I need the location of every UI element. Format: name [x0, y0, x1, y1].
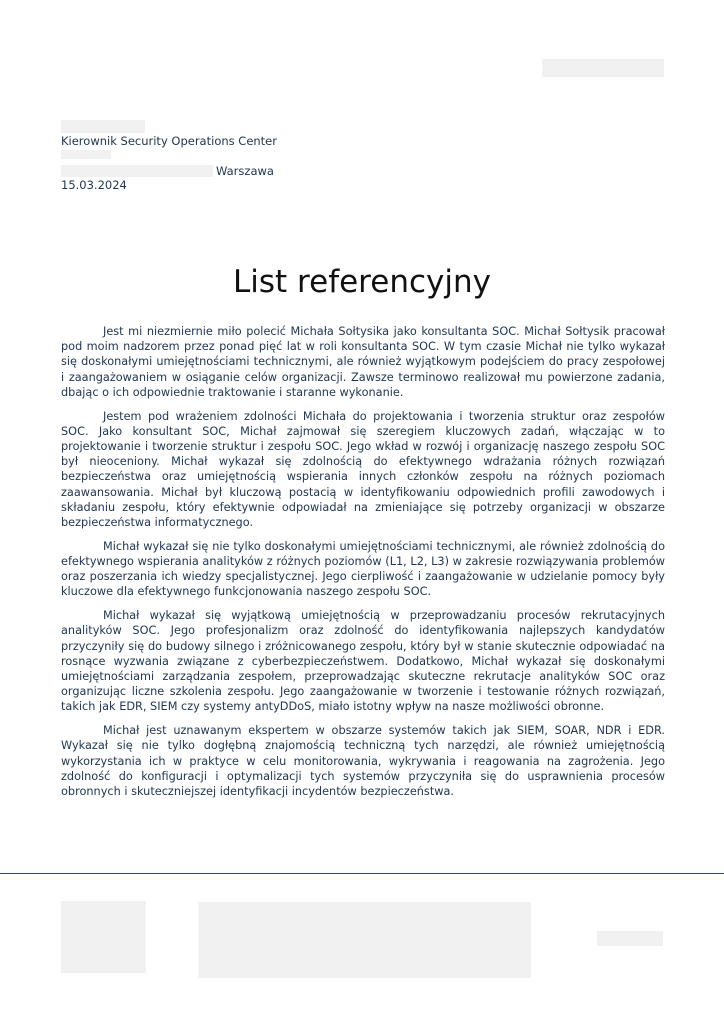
redacted-block-sender-name — [61, 120, 145, 133]
letter-paragraph-2: Jestem pod wrażeniem zdolności Michała do projektowania i tworzenia struktur oraz zespołów SOC. Jako konsultant SOC, Michał zajmował się szeregiem kluczowych zadań, włączając w to projektowanie i tworzenie struktur i zespołu SOC. Jego wkład w rozwój i organizację naszego zespołu SOC był nieoceniony. Michał wykazał się zdolnością do efektywnego wdrażania różnych rozwiązań bezpieczeństwa oraz umiejętnością wspierania innych członków zespołu na różnych poziomach zaawansowania. Michał był kluczową postacią w identyfikowaniu odpowiednich profili zawodowych i składaniu zespołu, który efektywnie odpowiadał na zmieniające się potrzeby organizacji w obszarze bezpieczeństwa informatycznego. — [61, 409, 665, 530]
sender-position: Kierownik Security Operations Center — [61, 134, 277, 148]
redacted-block-sender-address — [61, 165, 213, 177]
footer-divider — [0, 873, 724, 874]
redacted-footer-logo — [61, 901, 146, 973]
redacted-block-top-right — [542, 59, 664, 77]
redacted-footer-info — [198, 902, 531, 978]
redacted-footer-right — [597, 931, 663, 946]
letter-paragraph-1: Jest mi niezmiernie miło polecić Michała Sołtysika jako konsultanta SOC. Michał Sołtysik pracował pod moim nadzorem przez ponad pięć lat w roli konsultanta SOC. W tym czasie Michał nie tylko wykazał się doskonałymi umiejętnościami technicznymi, ale również wyjątkowym podejściem do pracy zespołowej i zaangażowaniem w osiąganie celów organizacji. Zawsze terminowo realizował mu powierzone zadania, dbając o ich odpowiednie traktowanie i staranne wykonanie. — [61, 325, 665, 399]
redacted-block-sender-extra — [61, 150, 111, 159]
letter-city: Warszawa — [216, 164, 274, 178]
letter-body — [61, 324, 665, 808]
letter-paragraph-3: Michał wykazał się nie tylko doskonałymi umiejętnościami technicznymi, ale również zdolnością do efektywnego wspierania analityków z różnych poziomów (L1, L2, L3) w zakresie rozwiązywania problemów oraz poszerzania ich wiedzy specjalistycznej. Jego cierpliwość i zaangażowanie w udzielanie pomocy były kluczowe dla efektywnego funkcjonowania naszego zespołu SOC. — [61, 539, 665, 599]
letter-date: 15.03.2024 — [61, 178, 127, 192]
letter-paragraph-4: Michał wykazał się wyjątkową umiejętnością w przeprowadzaniu procesów rekrutacyjnych analityków SOC. Jego profesjonalizm oraz zdolność do identyfikowania najlepszych kandydatów przyczyniły się do budowy silnego i zróżnicowanego zespołu, który był w stanie skutecznie odpowiadać na rosnące wyzwania związane z cyberbezpieczeństwem. Dodatkowo, Michał wykazał się doskonałymi umiejętnościami zarządzania zespołem, przeprowadzając skuteczne rekrutacje analityków SOC oraz organizując liczne szkolenia zespołu. Jego zaangażowanie w tworzenie i testowanie różnych rozwiązań, takich jak EDR, SIEM czy systemy antyDDoS, miało istotny wpływ na nasze możliwości obronne. — [61, 609, 665, 714]
letter-paragraph-5: Michał jest uznawanym ekspertem w obszarze systemów takich jak SIEM, SOAR, NDR i EDR. Wykazał się nie tylko dogłębną znajomością techniczną tych narzędzi, ale również umiejętnością wykorzystania ich w praktyce w celu monitorowania, wykrywania i reagowania na zagrożenia. Jego zdolność do konfiguracji i optymalizacji tych systemów przyczyniła się do usprawnienia procesów obronnych i skuteczniejszej identyfikacji incydentów bezpieczeństwa. — [61, 724, 665, 799]
letter-title: List referencyjny — [233, 264, 491, 300]
